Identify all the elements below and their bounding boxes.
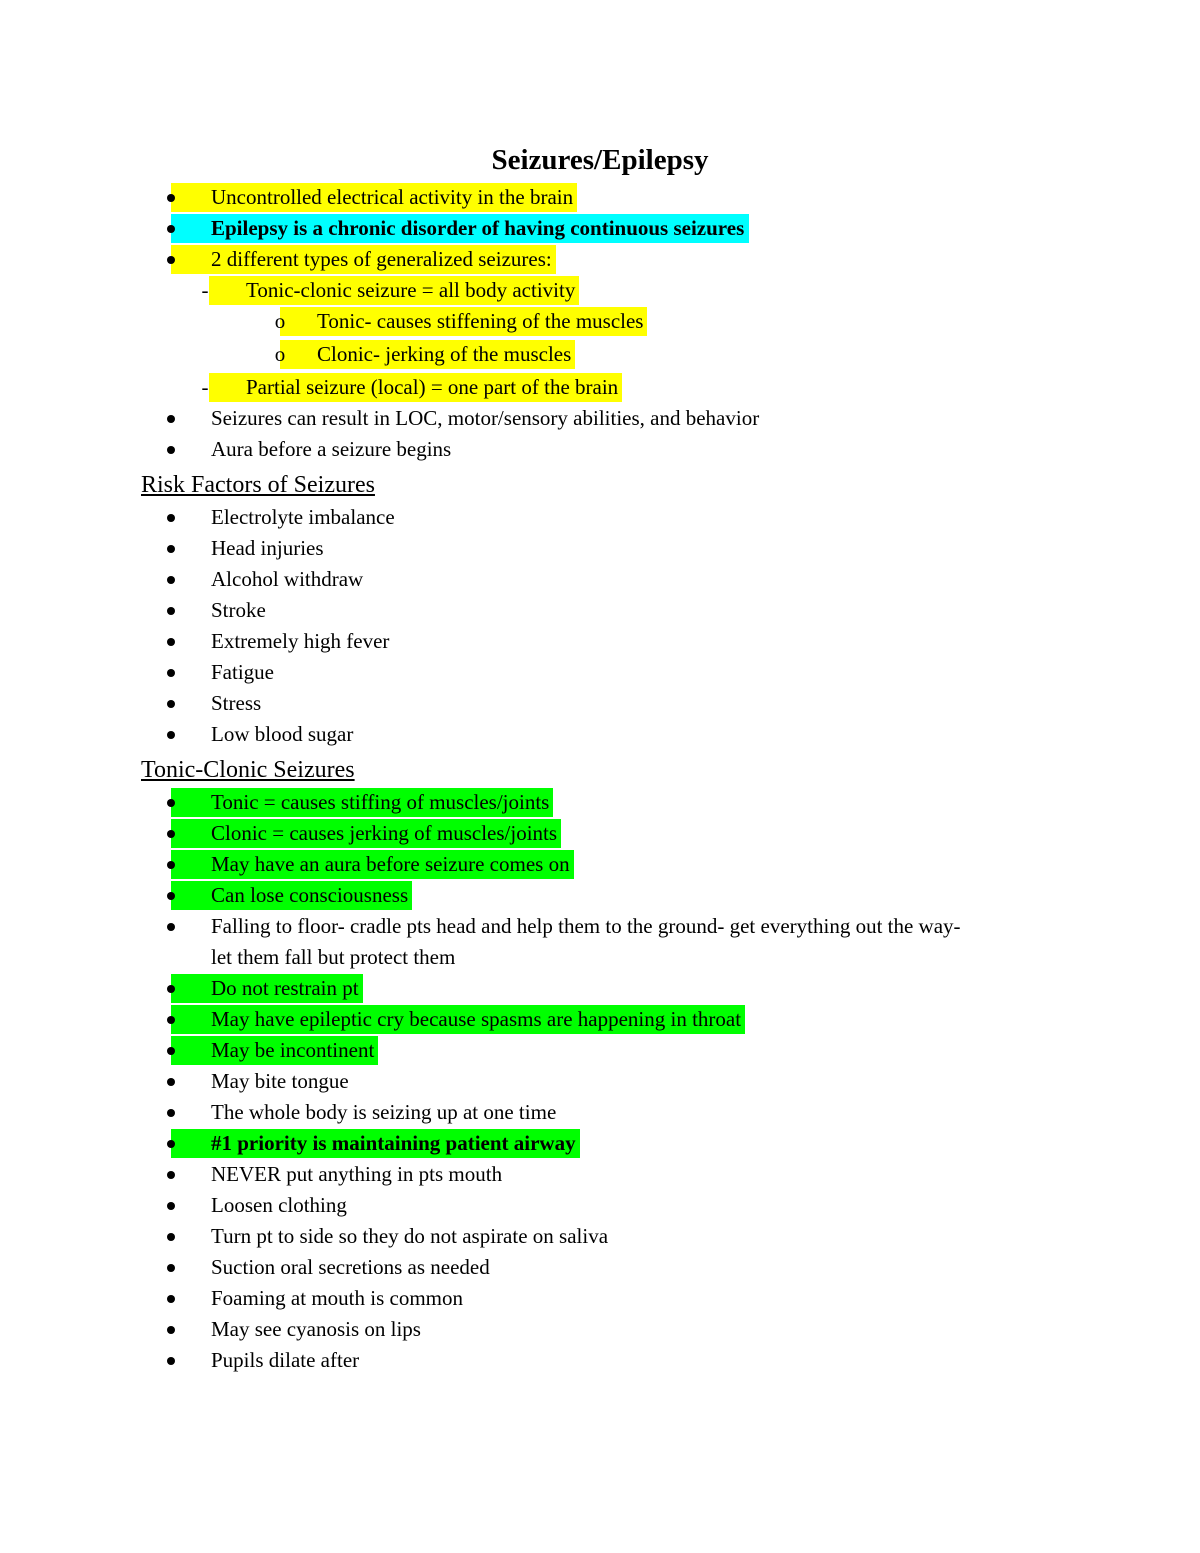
bullet-icon: [161, 1097, 181, 1128]
list-item: [0, 244, 1200, 275]
risk-factors-heading: Risk Factors of Seizures: [141, 472, 375, 498]
circle-bullet-icon: o: [274, 342, 286, 366]
list-item-text: May have an aura before seizure comes on: [211, 852, 570, 876]
list-item: [0, 1345, 1200, 1376]
list-item-text: May see cyanosis on lips: [211, 1317, 421, 1341]
list-item: [0, 1035, 1200, 1066]
list-item: [0, 182, 1200, 213]
list-item: [0, 372, 1200, 403]
list-item-text: Suction oral secretions as needed: [211, 1255, 490, 1279]
dash-icon: -: [201, 375, 209, 399]
list-item: [0, 1283, 1200, 1314]
circle-bullet-icon: o: [274, 309, 286, 333]
list-item-text: Head injuries: [211, 536, 324, 560]
list-item: [0, 275, 1200, 306]
list-item: [0, 403, 1200, 434]
list-item: [0, 626, 1200, 657]
bullet-icon: [161, 564, 181, 595]
list-item: [0, 973, 1200, 1004]
bullet-icon: [161, 973, 181, 1004]
bullet-icon: [161, 1190, 181, 1221]
list-item: [0, 564, 1200, 595]
list-item: [0, 595, 1200, 626]
list-item-text: Foaming at mouth is common: [211, 1286, 463, 1310]
list-item: [0, 1004, 1200, 1035]
bullet-icon: [161, 849, 181, 880]
page-title: Seizures/Epilepsy: [491, 144, 709, 176]
list-item-text: 2 different types of generalized seizures:: [211, 247, 552, 271]
list-item-text: The whole body is seizing up at one time: [211, 1100, 557, 1124]
bullet-icon: [161, 1283, 181, 1314]
list-item-text: Epilepsy is a chronic disorder of having continuous seizures: [211, 216, 745, 240]
bullet-icon: [161, 403, 181, 434]
list-item-text: #1 priority is maintaining patient airway: [211, 1131, 576, 1155]
list-item: [0, 502, 1200, 533]
bullet-icon: [161, 502, 181, 533]
list-item-text: Loosen clothing: [211, 1193, 347, 1217]
list-item-text: Stress: [211, 691, 262, 715]
list-item: [0, 1252, 1200, 1283]
list-item: [0, 1221, 1200, 1252]
list-item-text: Aura before a seizure begins: [211, 437, 452, 461]
list-item: [0, 306, 1200, 337]
list-item: [0, 849, 1200, 880]
list-item-text: Pupils dilate after: [211, 1348, 360, 1372]
bullet-icon: [161, 1159, 181, 1190]
list-item: [0, 880, 1200, 911]
list-item-text: Seizures can result in LOC, motor/sensory abilities, and behavior: [211, 406, 760, 430]
list-item-text: Turn pt to side so they do not aspirate on saliva: [211, 1224, 609, 1248]
bullet-icon: [161, 719, 181, 750]
bullet-icon: [161, 213, 181, 244]
list-item-text: Tonic- causes stiffening of the muscles: [317, 309, 644, 333]
bullet-icon: [161, 1066, 181, 1097]
list-item: [0, 1097, 1200, 1128]
list-item: [0, 911, 1200, 969]
list-item: [0, 1314, 1200, 1345]
list-item: [0, 339, 1200, 370]
bullet-icon: [161, 626, 181, 657]
bullet-icon: [161, 1004, 181, 1035]
list-item-text: May bite tongue: [211, 1069, 349, 1093]
list-item-text: Uncontrolled electrical activity in the brain: [211, 185, 574, 209]
list-item-text: Partial seizure (local) = one part of the brain: [246, 375, 619, 399]
bullet-icon: [161, 818, 181, 849]
list-item: [0, 818, 1200, 849]
bullet-icon: [161, 1035, 181, 1066]
bullet-icon: [161, 182, 181, 213]
list-item-text: Tonic-clonic seizure = all body activity: [246, 278, 576, 302]
list-item-text: NEVER put anything in pts mouth: [211, 1162, 503, 1186]
list-item-text-continued: let them fall but protect them: [211, 945, 456, 969]
bullet-icon: [161, 911, 181, 942]
list-item-text: Tonic = causes stiffing of muscles/joints: [211, 790, 550, 814]
bullet-icon: [161, 1221, 181, 1252]
list-item: [0, 533, 1200, 564]
list-item-text: Falling to floor- cradle pts head and help them to the ground- get everything out the way-: [211, 914, 961, 938]
list-item: [0, 213, 1200, 244]
list-item: [0, 787, 1200, 818]
list-item-text: Extremely high fever: [211, 629, 390, 653]
list-item: [0, 657, 1200, 688]
bullet-icon: [161, 657, 181, 688]
bullet-icon: [161, 533, 181, 564]
bullet-icon: [161, 244, 181, 275]
bullet-icon: [161, 688, 181, 719]
dash-icon: -: [201, 278, 209, 302]
bullet-icon: [161, 1128, 181, 1159]
list-item-text: Low blood sugar: [211, 722, 354, 746]
list-item-text: Clonic = causes jerking of muscles/joints: [211, 821, 558, 845]
list-item-text: Stroke: [211, 598, 266, 622]
list-item: [0, 1159, 1200, 1190]
list-item-text: May be incontinent: [211, 1038, 375, 1062]
tonic-clonic-heading: Tonic-Clonic Seizures: [141, 757, 355, 783]
list-item: [0, 719, 1200, 750]
list-item: [0, 1066, 1200, 1097]
list-item-text: Electrolyte imbalance: [211, 505, 395, 529]
list-item-text: Can lose consciousness: [211, 883, 409, 907]
bullet-icon: [161, 787, 181, 818]
list-item: [0, 1128, 1200, 1159]
list-item-text: Clonic- jerking of the muscles: [317, 342, 572, 366]
list-item: [0, 434, 1200, 465]
bullet-icon: [161, 1345, 181, 1376]
bullet-icon: [161, 1252, 181, 1283]
list-item-text: May have epileptic cry because spasms are happening in throat: [211, 1007, 742, 1031]
bullet-icon: [161, 434, 181, 465]
list-item-text: Fatigue: [211, 660, 274, 684]
list-item: [0, 688, 1200, 719]
list-item: [0, 1190, 1200, 1221]
list-item-text: Alcohol withdraw: [211, 567, 364, 591]
bullet-icon: [161, 1314, 181, 1345]
list-item-text: Do not restrain pt: [211, 976, 359, 1000]
bullet-icon: [161, 595, 181, 626]
bullet-icon: [161, 880, 181, 911]
